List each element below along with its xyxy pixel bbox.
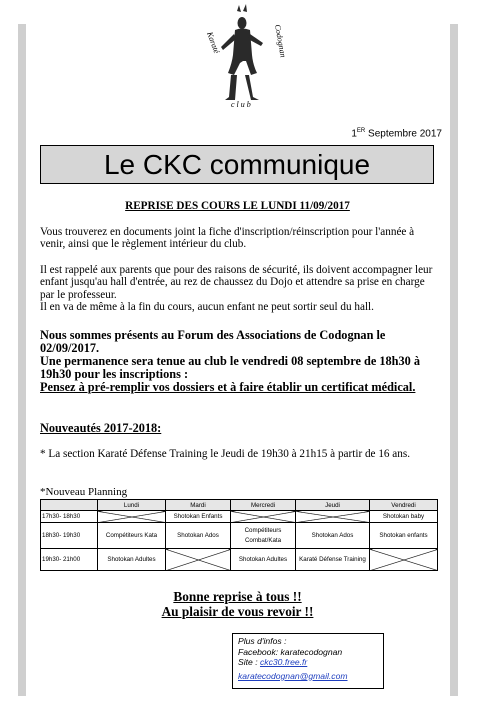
karate-club-logo: [193, 3, 293, 115]
paragraph-security: Il est rappelé aux parents que pour des raisons de sécurité, ils doivent accompagner leur enfant jusqu'au hall d'entrée, au rez de chaussez du Dojo et attendre sa prise en charge par le professeur.: [40, 264, 433, 301]
class-cell: Shotokan Enfants: [166, 511, 231, 523]
closing-line-1: Bonne reprise à tous !!: [173, 589, 302, 604]
time-slot: 18h30- 19h30: [41, 523, 98, 549]
info-box: [232, 633, 384, 689]
empty-cell: [231, 511, 296, 523]
time-slot: 17h30- 18h30: [41, 511, 98, 523]
logo-right-text: Codognan: [273, 23, 288, 59]
empty-cell: [166, 549, 231, 571]
table-corner: [41, 500, 98, 511]
info-title: Plus d'infos :: [238, 636, 287, 646]
email-link[interactable]: karatecodognan@gmail.com: [238, 670, 348, 681]
day-header: Lundi: [98, 500, 166, 511]
class-cell: Shotokan enfants: [370, 523, 438, 549]
site-link[interactable]: ckc30.free.fr: [259, 657, 308, 668]
empty-cell: [370, 549, 438, 571]
info-site: Site : ckc30.free.fr: [238, 657, 308, 668]
paragraph-inscription: Vous trouverez en documents joint la fiche d'inscription/réinscription pour l'année à venir, ainsi que le règlement intérieur du club.: [40, 226, 415, 251]
class-cell: Karaté Défense Training: [296, 549, 370, 571]
paragraph-exit-rule: Il en va de même à la fin du cours, aucun enfant ne peut sortir seul du hall.: [40, 301, 374, 313]
class-cell: Shotokan Ados: [166, 523, 231, 549]
empty-cell: [98, 511, 166, 523]
logo-left-text: Karaté: [205, 30, 222, 55]
planning-table: [40, 499, 438, 571]
info-facebook: Facebook: karatecodognan: [238, 646, 343, 657]
right-page-border: [450, 24, 458, 696]
class-cell: Shotokan baby: [370, 511, 438, 523]
day-header: Mardi: [166, 500, 231, 511]
section-heading: REPRISE DES COURS LE LUNDI 11/09/2017: [125, 200, 350, 212]
planning-label: *Nouveau Planning: [40, 486, 128, 498]
day-header: Mercredi: [231, 500, 296, 511]
class-cell: Compétiteurs Combat/Kata: [231, 523, 296, 549]
class-cell: Shotokan Adultes: [231, 549, 296, 571]
document-date: 1ER Septembre 2017: [351, 128, 442, 140]
class-cell: Shotokan Adultes: [98, 549, 166, 571]
day-header: Vendredi: [370, 500, 438, 511]
left-page-border: [18, 24, 26, 696]
news-heading: Nouveautés 2017-2018:: [40, 421, 162, 435]
class-cell: Shotokan Ados: [296, 523, 370, 549]
permanence-notice: Une permanence sera tenue au club le vendredi 08 septembre de 18h30 à 19h30 pour les inscriptions :: [40, 354, 421, 382]
day-header: Jeudi: [296, 500, 370, 511]
certificate-reminder: Pensez à pré-remplir vos dossiers et à faire établir un certificat médical.: [40, 380, 416, 394]
title-banner: [40, 145, 434, 184]
table-row: [41, 511, 438, 523]
forum-notice: Nous sommes présents au Forum des Associations de Codognan le 02/09/2017.: [40, 328, 386, 356]
empty-cell: [296, 511, 370, 523]
table-row: [41, 523, 438, 549]
logo-bottom-text: club: [231, 100, 253, 109]
class-cell: Compétiteurs Kata: [98, 523, 166, 549]
closing-line-2: Au plaisir de vous revoir !!: [161, 604, 314, 619]
page-title: Le CKC communique: [103, 148, 371, 180]
news-item: * La section Karaté Défense Training le Jeudi de 19h30 à 21h15 à partir de 16 ans.: [40, 448, 411, 460]
table-row: [41, 549, 438, 571]
time-slot: 19h30- 21h00: [41, 549, 98, 571]
